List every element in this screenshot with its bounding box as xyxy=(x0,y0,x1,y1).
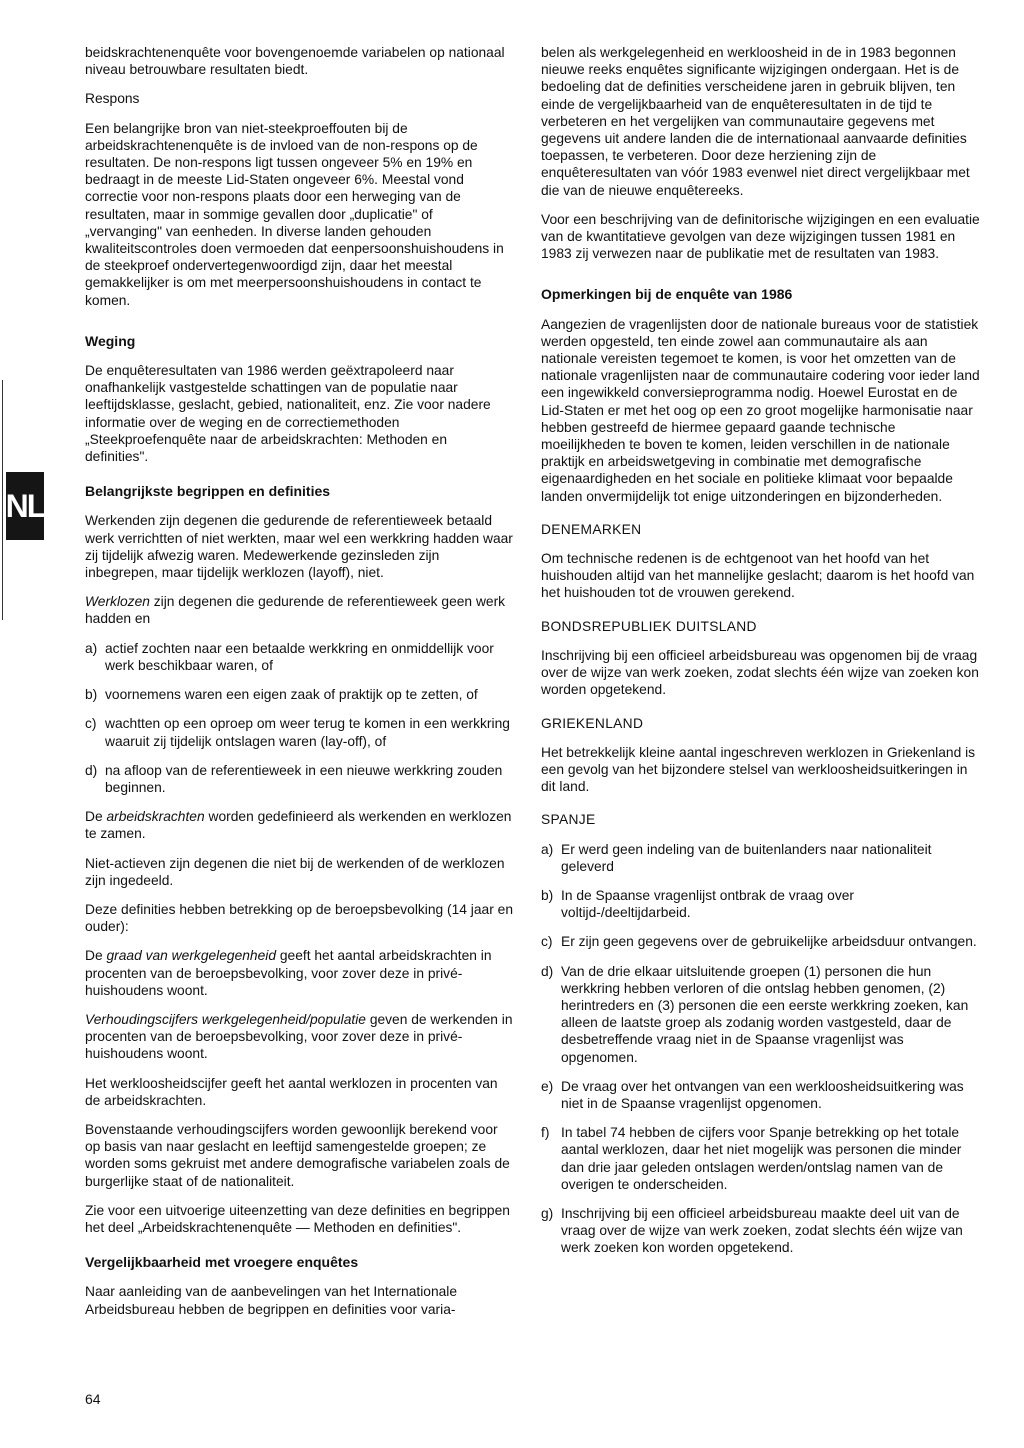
werkenden-paragraph: Werkenden zijn degenen die gedurende de referentieweek betaald werk verrichtten of niet werkten, maar wel een werkkring hadden waar zij tijdelijk afwezig waren. Medewerkende gezinsleden zijn inbegrepen, maar tijdelijk werklozen (layoff), niet. xyxy=(85,513,513,581)
list-label: e) xyxy=(541,1078,554,1094)
list-label: d) xyxy=(541,963,554,979)
list-text: Van de drie elkaar uitsluitende groepen (1) personen die hun werkkring hebben verloren of die ontslag hebben genomen, (2) herintreders en (3) personen die een eerste werkkring zoeken, kan alleen de laatste groep als zodanig worden vastgesteld, daar de desbetreffende vraag niet in de Spaanse vragenlijst was opgenomen. xyxy=(561,963,969,1065)
vergelijkbaarheid-heading: Vergelijkbaarheid met vroegere enquêtes xyxy=(85,1254,359,1271)
ak-prefix: De xyxy=(85,809,107,825)
werkloosheid-paragraph: Het werkloosheidscijfer geeft het aantal werklozen in procenten van de arbeidskrachten. xyxy=(85,1075,498,1108)
intro-paragraph-1: belen als werkgelegenheid en werkloosheid in de in 1983 begonnen nieuwe reeks enquêtes significante wijzigingen ondergaan. Het is de bedoeling dat de definities verscheidene jaren in gebruik blijven, ten einde de vergelijkbaarheid van de enquêteresultaten in de tijd te verbeteren en het vergelijken van communautaire gegevens met gegevens uit andere landen die de internationaal aanvaarde definities toepassen, te verbeteren. Door deze herziening zijn de enquêteresultaten van vóór 1983 evenwel niet direct vergelijkbaar met die van de nieuwe enquêtereeks. xyxy=(541,45,970,198)
arbeidskrachten-paragraph xyxy=(85,808,513,842)
left-column xyxy=(85,44,513,1330)
verhouding-text: geven de werkenden in procenten van de beroepsbevolking, voor zover deze in privé-huishoudens woont. xyxy=(85,1011,513,1062)
list-item xyxy=(541,1078,981,1112)
spanje-heading: SPANJE xyxy=(541,812,596,828)
list-text: Er zijn geen gegevens over de gebruikelijke arbeidsduur ontvangen. xyxy=(561,934,977,950)
list-item xyxy=(85,640,513,674)
list-label: a) xyxy=(85,640,98,656)
weging-heading: Weging xyxy=(85,332,136,349)
list-label: a) xyxy=(541,841,554,857)
ak-term: arbeidskrachten xyxy=(106,809,205,825)
list-label: d) xyxy=(85,762,98,778)
list-label: b) xyxy=(85,687,98,703)
brd-heading: BONDSREPUBLIEK DUITSLAND xyxy=(541,618,757,634)
list-text: Inschrijving bij een officieel arbeidsbureau maakte deel uit van de vraag over de wijze van werk zoeken, zodat slechts één wijze van werk zoeken kon worden opgetekend. xyxy=(561,1205,963,1256)
opmerkingen-paragraph: Aangezien de vragenlijsten door de nationale bureaus voor de statistiek werden opgesteld, ten einde zowel aan communautaire als aan nationale vereisten tegemoet te komen, is voor het omzetten van de nationale vragenlijsten naar de communautaire codering voor ieder land een ingewikkeld conversieprogramma nodig. Hoewel Eurostat en de Lid-Staten er met het oog op een zo groot mogelijke harmonisatie naar hebben gestreefd de hiermee gepaard gaande technische moeilijkheden te boven te komen, leiden verschillen in de nationale praktijk en arbeidswetgeving in combinatie met demografische eigenaardigheden en het sociale en politieke klimaat voor bepaalde landen onvermijdelijk tot enige uitzonderingen en bijzonderheden. xyxy=(541,316,980,504)
zie-paragraph: Zie voor een uitvoerige uiteenzetting van deze definities en begrippen het deel „Arbeidskrachtenenquête — Methoden en definities". xyxy=(85,1202,510,1235)
list-item xyxy=(541,933,981,950)
list-item xyxy=(541,841,981,875)
list-text: na afloop van de referentieweek in een nieuwe werkkring zouden beginnen. xyxy=(105,762,503,795)
werklozen-term: Werklozen xyxy=(85,594,150,610)
griekenland-paragraph: Het betrekkelijk kleine aantal ingeschreven werklozen in Griekenland is een gevolg van het bijzondere stelsel van werkloosheidsuitkeringen in dit land. xyxy=(541,744,976,795)
list-text: In de Spaanse vragenlijst ontbrak de vraag over voltijd-/deeltijdarbeid. xyxy=(561,887,854,921)
list-item xyxy=(541,963,981,1066)
list-item xyxy=(85,762,513,796)
beroeps-paragraph: Deze definities hebben betrekking op de beroepsbevolking (14 jaar en ouder): xyxy=(85,901,513,935)
list-text: actief zochten naar een betaalde werkkring en onmiddellijk voor werk beschikbaar waren, of xyxy=(105,640,494,673)
list-item xyxy=(541,1205,981,1257)
list-item xyxy=(85,686,513,703)
vergelijkbaarheid-paragraph: Naar aanleiding van de aanbevelingen van het Internationale Arbeidsbureau hebben de begrippen en definities voor varia- xyxy=(85,1284,458,1317)
intro-paragraph: beidskrachtenenquête voor bovengenoemde variabelen op nationaal niveau betrouwbare resultaten biedt. xyxy=(85,45,505,78)
griekenland-heading: GRIEKENLAND xyxy=(541,715,644,731)
graad-paragraph xyxy=(85,947,513,999)
graad-prefix: De xyxy=(85,948,107,964)
page-number: 64 xyxy=(85,1391,101,1407)
begrippen-heading: Belangrijkste begrippen en definities xyxy=(85,483,331,500)
werklozen-paragraph xyxy=(85,593,513,627)
list-label: c) xyxy=(85,716,97,732)
denemarken-heading: DENEMARKEN xyxy=(541,521,642,537)
list-text: De vraag over het ontvangen van een werkloosheidsuitkering was niet in de Spaanse vragenlijst opgenomen. xyxy=(561,1078,964,1111)
list-text: Er werd geen indeling van de buitenlanders naar nationaliteit geleverd xyxy=(561,841,932,874)
list-label: f) xyxy=(541,1125,550,1141)
brd-paragraph: Inschrijving bij een officieel arbeidsbureau was opgenomen bij de vraag over de wijze van werk zoeken, zodat slechts één wijze van zoeken kon worden opgetekend. xyxy=(541,647,979,698)
bovenstaande-paragraph: Bovenstaande verhoudingscijfers worden gewoonlijk berekend voor op basis van naar geslacht en leeftijd samengestelde groepen; ze worden soms gekruist met andere demografische variabelen zoals de burgerlijke staat of de nationaliteit. xyxy=(85,1121,510,1189)
intro-paragraph-2: Voor een beschrijving van de definitorische wijzigingen en een evaluatie van de kwantitatieve gevolgen van deze wijzigingen tussen 1981 en 1983 zij verwezen naar de publikatie met de resultaten van 1983. xyxy=(541,211,980,262)
weging-paragraph: De enquêteresultaten van 1986 werden geëxtrapoleerd naar onafhankelijk vastgestelde schattingen van de populatie naar leeftijdsklasse, geslacht, gebied, nationaliteit, enz. Zie voor nadere informatie over de weging en de correctiemethoden „Steekproefenquête naar de arbeidskrachten: Methoden en definities". xyxy=(85,363,491,465)
list-item xyxy=(541,887,981,921)
list-label: g) xyxy=(541,1205,554,1221)
list-item xyxy=(541,1124,981,1193)
respons-heading: Respons xyxy=(85,91,140,107)
verhouding-term: Verhoudingscijfers werkgelegenheid/populatie xyxy=(85,1011,366,1027)
right-column xyxy=(541,44,981,1269)
list-text: voornemens waren een eigen zaak of praktijk op te zetten, of xyxy=(105,687,478,703)
graad-text: geeft het aantal arbeidskrachten in procenten van de beroepsbevolking, voor zover deze in privé-huishoudens woont. xyxy=(85,948,492,998)
opmerkingen-heading: Opmerkingen bij de enquête van 1986 xyxy=(541,286,793,303)
language-tab: NL xyxy=(6,472,44,540)
page-edge-line xyxy=(2,380,3,620)
list-item xyxy=(85,715,513,749)
list-text: In tabel 74 hebben de cijfers voor Spanje betrekking op het totale aantal werklozen, daar het niet mogelijk was personen die minder dan drie jaar geleden ontslagen werden/ontslag namen van de overigen te onderscheiden. xyxy=(561,1125,962,1192)
verhouding-paragraph xyxy=(85,1011,513,1063)
list-label: b) xyxy=(541,887,554,903)
list-label: c) xyxy=(541,934,553,950)
niet-actieven-paragraph: Niet-actieven zijn degenen die niet bij de werkenden of de werklozen zijn ingedeeld. xyxy=(85,855,505,888)
respons-paragraph: Een belangrijke bron van niet-steekproeffouten bij de arbeidskrachtenenquête is de invloed van de non-respons op de resultaten. De non-respons ligt tussen ongeveer 5% en 19% en bedraagt in de meeste Lid-Staten ongeveer 6%. Meestal vond correctie voor non-respons plaats door een herweging van de resultaten, maar in sommige gevallen door „duplicatie" of „vervanging" van eenheden. In diverse landen gehouden kwaliteitscontroles doen vermoeden dat eenpersoonshuishoudens in de steekproef ondervertegenwoordigd zijn, daar het meestal gemakkelijker is om met meerpersoonshuishoudens in contact te komen. xyxy=(85,120,504,308)
werklozen-text: zijn degenen die gedurende de referentieweek geen werk hadden en xyxy=(85,594,506,627)
graad-term: graad van werkgelegenheid xyxy=(106,948,277,964)
denemarken-paragraph: Om technische redenen is de echtgenoot van het hoofd van het huishouden altijd van het mannelijke geslacht; daarom is het hoofd van het huishouden tot de vrouwen gerekend. xyxy=(541,551,975,601)
list-text: wachtten op een oproep om weer terug te komen in een werkkring waaruit zij tijdelijk ontslagen waren (lay-off), of xyxy=(105,716,510,749)
ak-text: worden gedefinieerd als werkenden en werklozen te zamen. xyxy=(85,809,512,842)
